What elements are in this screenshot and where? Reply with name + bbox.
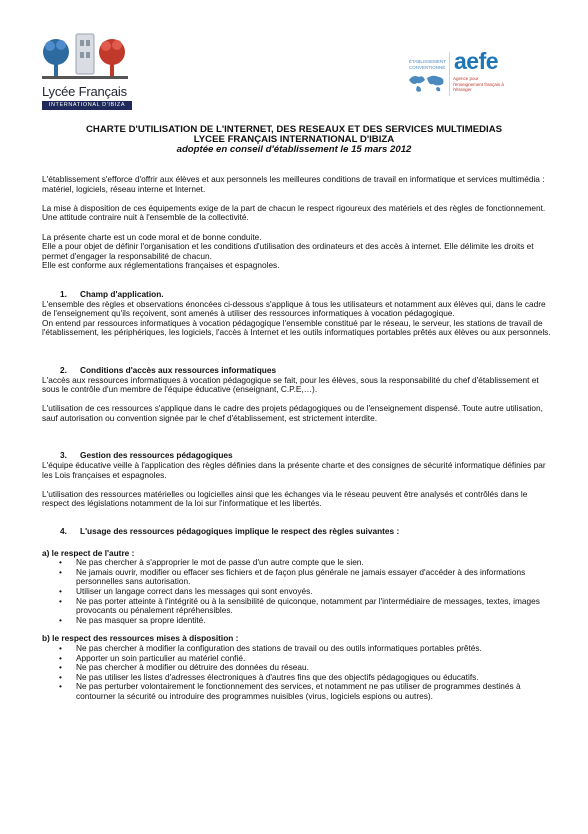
subsection-heading: a) le respect de l'autre : <box>42 547 135 558</box>
list-item: • Ne pas chercher à s'approprier le mot de passe d'un autre compte que le sien. <box>42 558 554 568</box>
list-item: • Ne pas chercher à modifier la configuration des stations de travail ou des outils informatiques portables prêtés. <box>42 644 554 654</box>
rules-list-a <box>42 558 554 625</box>
section-heading: 3. Gestion des ressources pédagogiques <box>60 450 233 461</box>
list-item: • Ne pas porter atteinte à l'intégrité ou à la sensibilité de quiconque, notamment par l'intermédiaire de messages, textes, images provocants ou pénalement répréhensibles. <box>42 597 554 616</box>
logo-subtitle: INTERNATIONAL D'IBIZA <box>42 101 132 110</box>
aefe-tagline: Agence pour l'enseignement français à l'étranger <box>453 76 504 92</box>
intro-paragraph: L'établissement s'efforce d'offrir aux élèves et aux personnels les meilleures conditions de travail en informatique et services multimédia : matériel, logiciels, réseau interne et Internet. <box>42 174 545 194</box>
list-item: • Ne pas masquer sa propre identité. <box>42 616 554 626</box>
list-item: • Ne pas chercher à modifier ou détruire des données du réseau. <box>42 663 554 673</box>
intro-paragraph-group <box>42 233 554 271</box>
list-item: • Utiliser un langage correct dans les messages qui sont envoyés. <box>42 587 554 597</box>
section-heading: 4. L'usage des ressources pédagogiques implique le respect des règles suivantes : <box>60 526 400 537</box>
subsection-heading: b) le respect des ressources mises à disposition : <box>42 633 239 644</box>
logo-divider <box>449 52 450 96</box>
section-text: L'accès aux ressources informatiques à vocation pédagogique se fait, pour les élèves, sous la responsabilité du chef d'établissement et sous le contrôle d'un membre de l'équipe éducative (enseignant, C.P.E,…). <box>42 374 539 395</box>
school-name: LYCEE FRANÇAIS INTERNATIONAL D'IBIZA <box>193 134 395 145</box>
list-item: • Ne pas utiliser les listes d'adresses électroniques à d'autres fins que des objectifs pédagogiques ou éducatifs. <box>42 673 554 683</box>
section-text: L'utilisation de ces ressources s'applique dans le cadre des projets pédagogiques ou de l'enseignement dispensé. Toute autre utilisation, sauf autorisation ou convention signée par le chef d'établissement, est strictement interdite. <box>42 403 543 423</box>
tree-emblem-icon <box>38 28 130 84</box>
section-text: L'ensemble des règles et observations énoncées ci-dessous s'applique à tous les utilisateurs et notamment aux élèves qui, dans le cadre de l'enseignement qu'ils reçoivent, sont amenés à utiliser des ressources informatiques à vocation pédagogique. <box>42 298 546 319</box>
section-text: L'utilisation des ressources matérielles ou logicielles ainsi que les échanges via le réseau peuvent être analysés et contrôlés dans le respect des législations notamment de la loi sur l'informatique et les libertés. <box>42 488 528 509</box>
list-item: • Ne pas perturber volontairement le fonctionnement des services, et notamment ne pas utiliser de programmes destinés à contourner la sécurité ou introduire des programmes nuisibles (virus, logiciels espions ou autres). <box>42 682 554 701</box>
document-body <box>42 175 554 702</box>
adoption-date: adoptée en conseil d'établissement le 15 mars 2012 <box>176 144 412 155</box>
section-text: On entend par ressources informatiques à vocation pédagogique l'ensemble constitué par le réseau, le serveur, les stations de travail de l'établissement, les périphériques, les logiciels, l'accès à Internet et les outils informatiques portables prêtés aux élèves ou aux personnels. <box>42 317 551 338</box>
rules-list-b <box>42 644 554 702</box>
logo-name: Lycée Français <box>42 84 127 99</box>
list-item: • Apporter un soin particulier au matériel confié. <box>42 654 554 664</box>
intro-line: Elle est conforme aux réglementations françaises et espagnoles. <box>42 260 280 271</box>
section-heading: 1. Champ d'application. <box>60 288 164 299</box>
intro-line: La présente charte est un code moral et de bonne conduite. <box>42 231 262 242</box>
world-map-icon <box>407 72 447 94</box>
document-header <box>0 125 588 155</box>
list-item: • Ne jamais ouvrir, modifier ou effacer ses fichiers et de façon plus générale ne jamais essayer d'accéder à des informations personnelles sans autorisation. <box>42 568 554 587</box>
section-text: L'équipe éducative veille à l'application des règles définies dans la présente charte et des consignes de sécurité informatique définies par les Lois françaises et espagnoles. <box>42 460 546 480</box>
lycee-francais-logo <box>38 28 130 112</box>
charter-title: CHARTE D'UTILISATION DE L'INTERNET, DES RESEAUX ET DES SERVICES MULTIMEDIAS <box>85 124 503 135</box>
section-heading: 2. Conditions d'accès aux ressources informatiques <box>60 364 277 375</box>
aefe-logo <box>405 50 505 102</box>
intro-line: Elle a pour objet de définir l'organisation et les conditions d'utilisation des ordinateurs et des accès à internet. Elle délimite les droits et permet d'engager la responsabilité de chacun. <box>42 241 534 261</box>
aefe-subtitle: ÉTABLISSEMENT CONVENTIONNÉ <box>409 59 446 70</box>
aefe-wordmark: aefe <box>454 48 499 74</box>
intro-paragraph: La mise à disposition de ces équipements exige de la part de chacun le respect rigoureux des matériels et des règles de fonctionnement. Une attitude contraire nuit à l'ensemble de la collectivité. <box>42 202 546 223</box>
